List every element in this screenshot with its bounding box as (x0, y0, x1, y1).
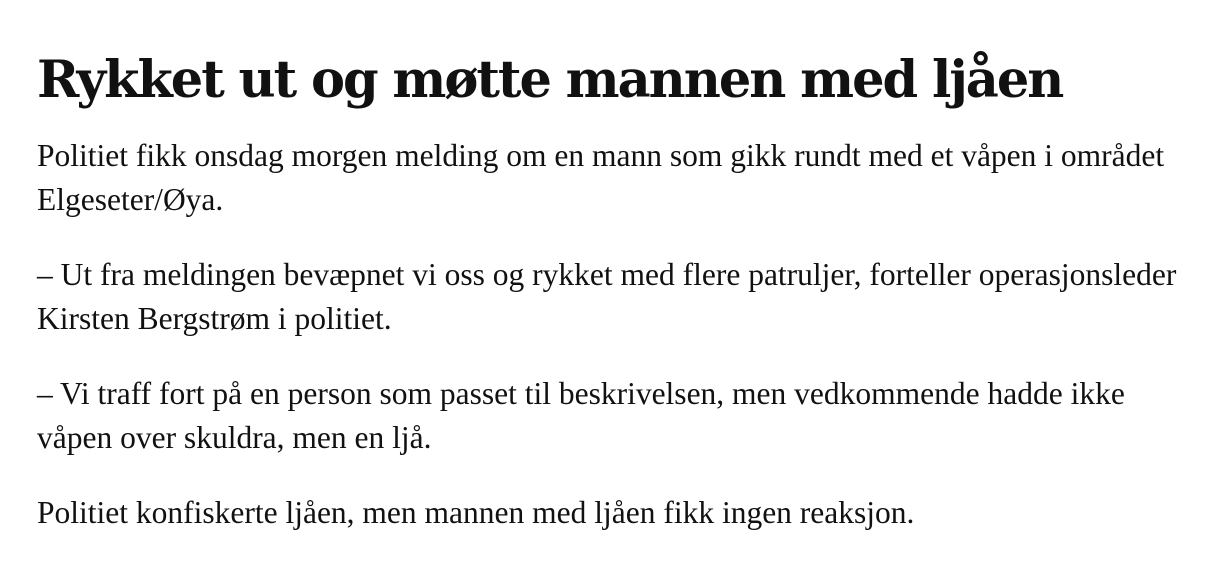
article-paragraph-4: Politiet konfiskerte ljåen, men mannen med ljåen fikk ingen reaksjon. (37, 495, 915, 530)
article-paragraph-1: Politiet fikk onsdag morgen melding om en mann som gikk rundt med et våpen i området Elgeseter/Øya. (37, 138, 1165, 217)
article (37, 40, 1187, 566)
article-paragraph-3: – Vi traff fort på en person som passet til beskrivelsen, men vedkommende hadde ikke våpen over skuldra, men en ljå. (37, 376, 1125, 455)
article-paragraph-2: – Ut fra meldingen bevæpnet vi oss og rykket med flere patruljer, forteller operasjonsleder Kirsten Bergstrøm i politiet. (37, 257, 1177, 336)
article-headline: Rykket ut og møtte mannen med ljåen (37, 50, 1063, 110)
